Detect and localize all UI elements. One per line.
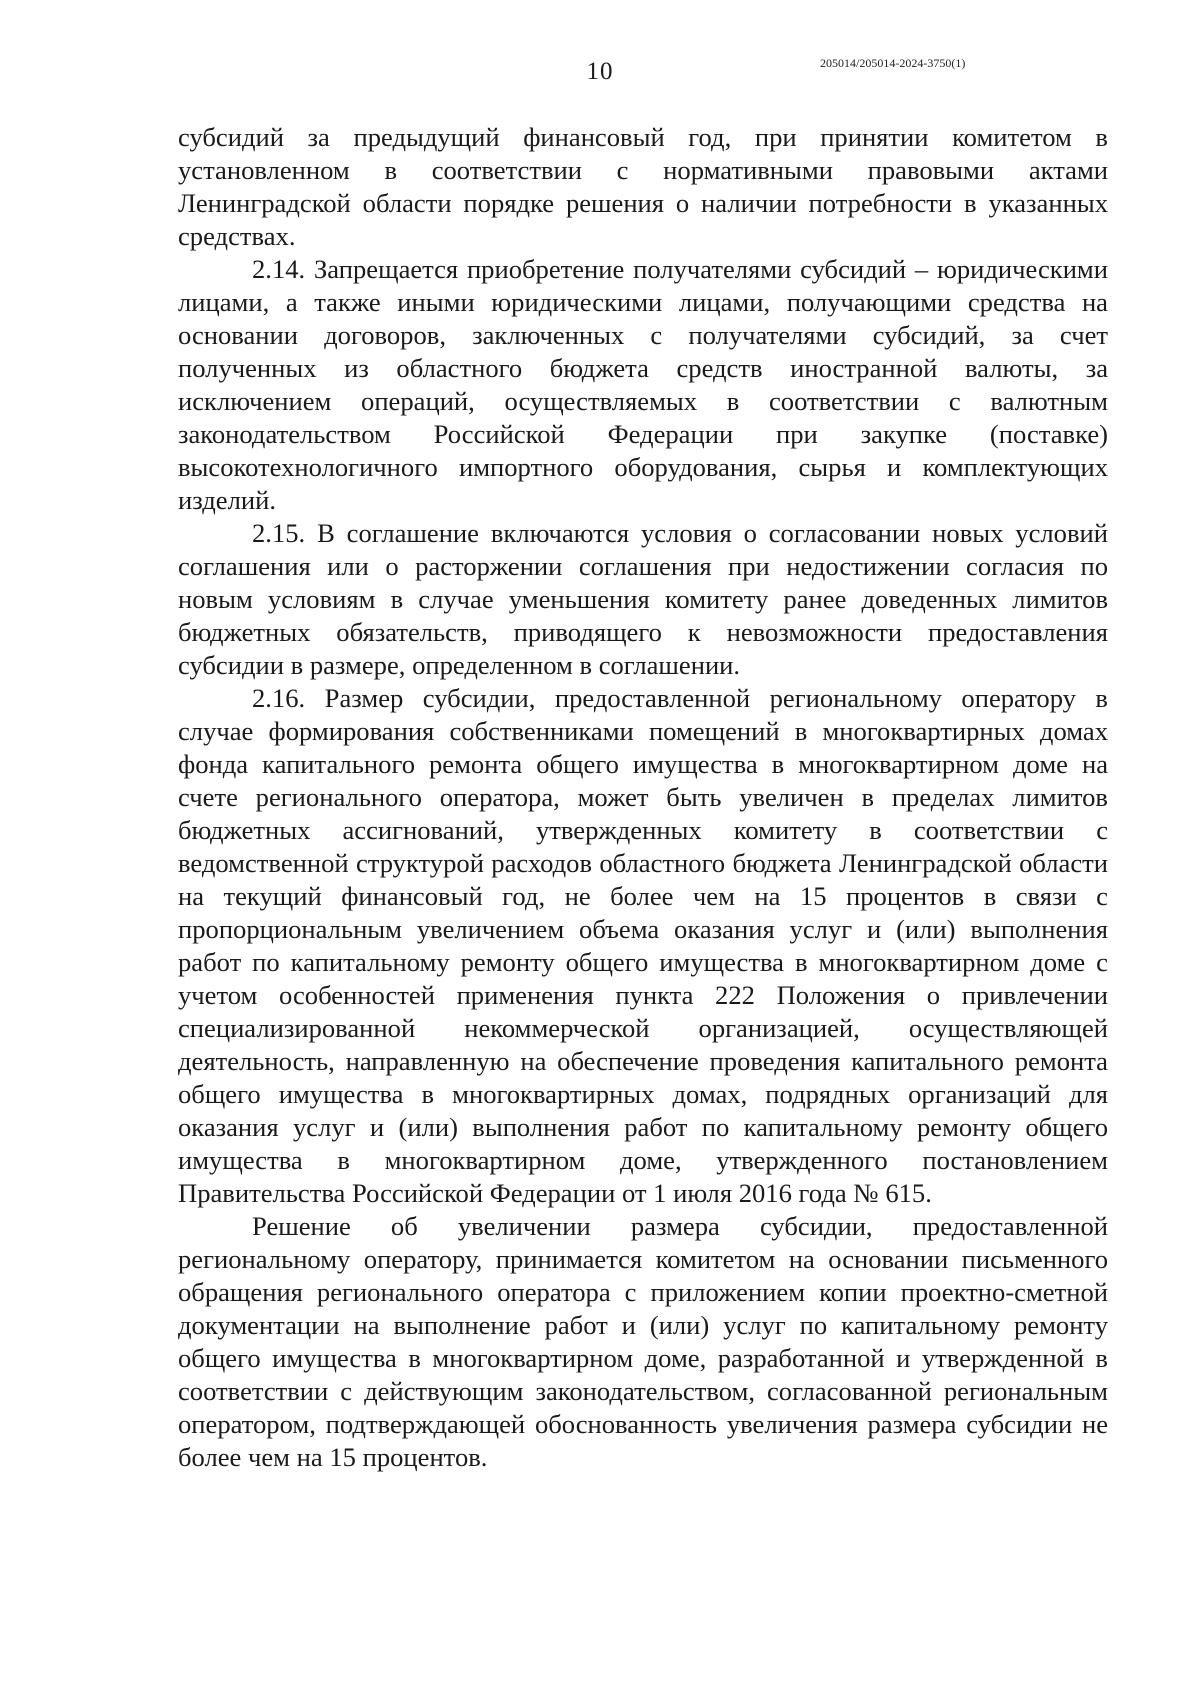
paragraph-2-16: 2.16. Размер субсидии, предоставленной региональному оператору в случае формирования собственниками помещений в многоквартирных домах фонда капитального ремонта общего имущества в многоквартирном доме на счете регионального оператора, может быть увеличен в пределах лимитов бюджетных ассигнований, утвержденных комитету в соответствии с ведомственной структурой расходов областного бюджета Ленинградской области на текущий финансовый год, не более чем на 15 процентов в связи с пропорциональным увеличением объема оказания услуг и (или) выполнения работ по капитальному ремонту общего имущества в многоквартирном доме с учетом особенностей применения пункта 222 Положения о привлечении специализированной некоммерческой организацией, осуществляющей деятельность, направленную на обеспечение проведения капитального ремонта общего имущества в многоквартирных домах, подрядных организаций для оказания услуг и (или) выполнения работ по капитальному ремонту общего имущества в многоквартирном доме, утвержденного постановлением Правительства Российской Федерации от 1 июля 2016 года № 615. [178, 683, 1108, 1208]
document-body [178, 121, 1108, 1474]
page-number: 10 [586, 58, 614, 85]
document-code: 205014/205014-2024-3750(1) [820, 56, 966, 70]
paragraph-continuation: субсидий за предыдущий финансовый год, при принятии комитетом в установленном в соответствии с нормативными правовыми актами Ленинградской области порядке решения о наличии потребности в указанных средствах. [178, 122, 1108, 251]
paragraph-2-14: 2.14. Запрещается приобретение получателями субсидий – юридическими лицами, а также иными юридическими лицами, получающими средства на основании договоров, заключенных с получателями субсидий, за счет полученных из областного бюджета средств иностранной валюты, за исключением операций, осуществляемых в соответствии с валютным законодательством Российской Федерации при закупке (поставке) высокотехнологичного импортного оборудования, сырья и комплектующих изделий. [178, 254, 1108, 515]
paragraph-2-15: 2.15. В соглашение включаются условия о согласовании новых условий соглашения или о расторжении соглашения при недостижении согласия по новым условиям в случае уменьшения комитету ранее доведенных лимитов бюджетных обязательств, приводящего к невозможности предоставления субсидии в размере, определенном в соглашении. [178, 518, 1108, 680]
paragraph-decision: Решение об увеличении размера субсидии, предоставленной региональному оператору, принимается комитетом на основании письменного обращения регионального оператора с приложением копии проектно-сметной документации на выполнение работ и (или) услуг по капитальному ремонту общего имущества в многоквартирном доме, разработанной и утвержденной в соответствии с действующим законодательством, согласованной региональным оператором, подтверждающей обоснованность увеличения размера субсидии не более чем на 15 процентов. [178, 1211, 1108, 1472]
